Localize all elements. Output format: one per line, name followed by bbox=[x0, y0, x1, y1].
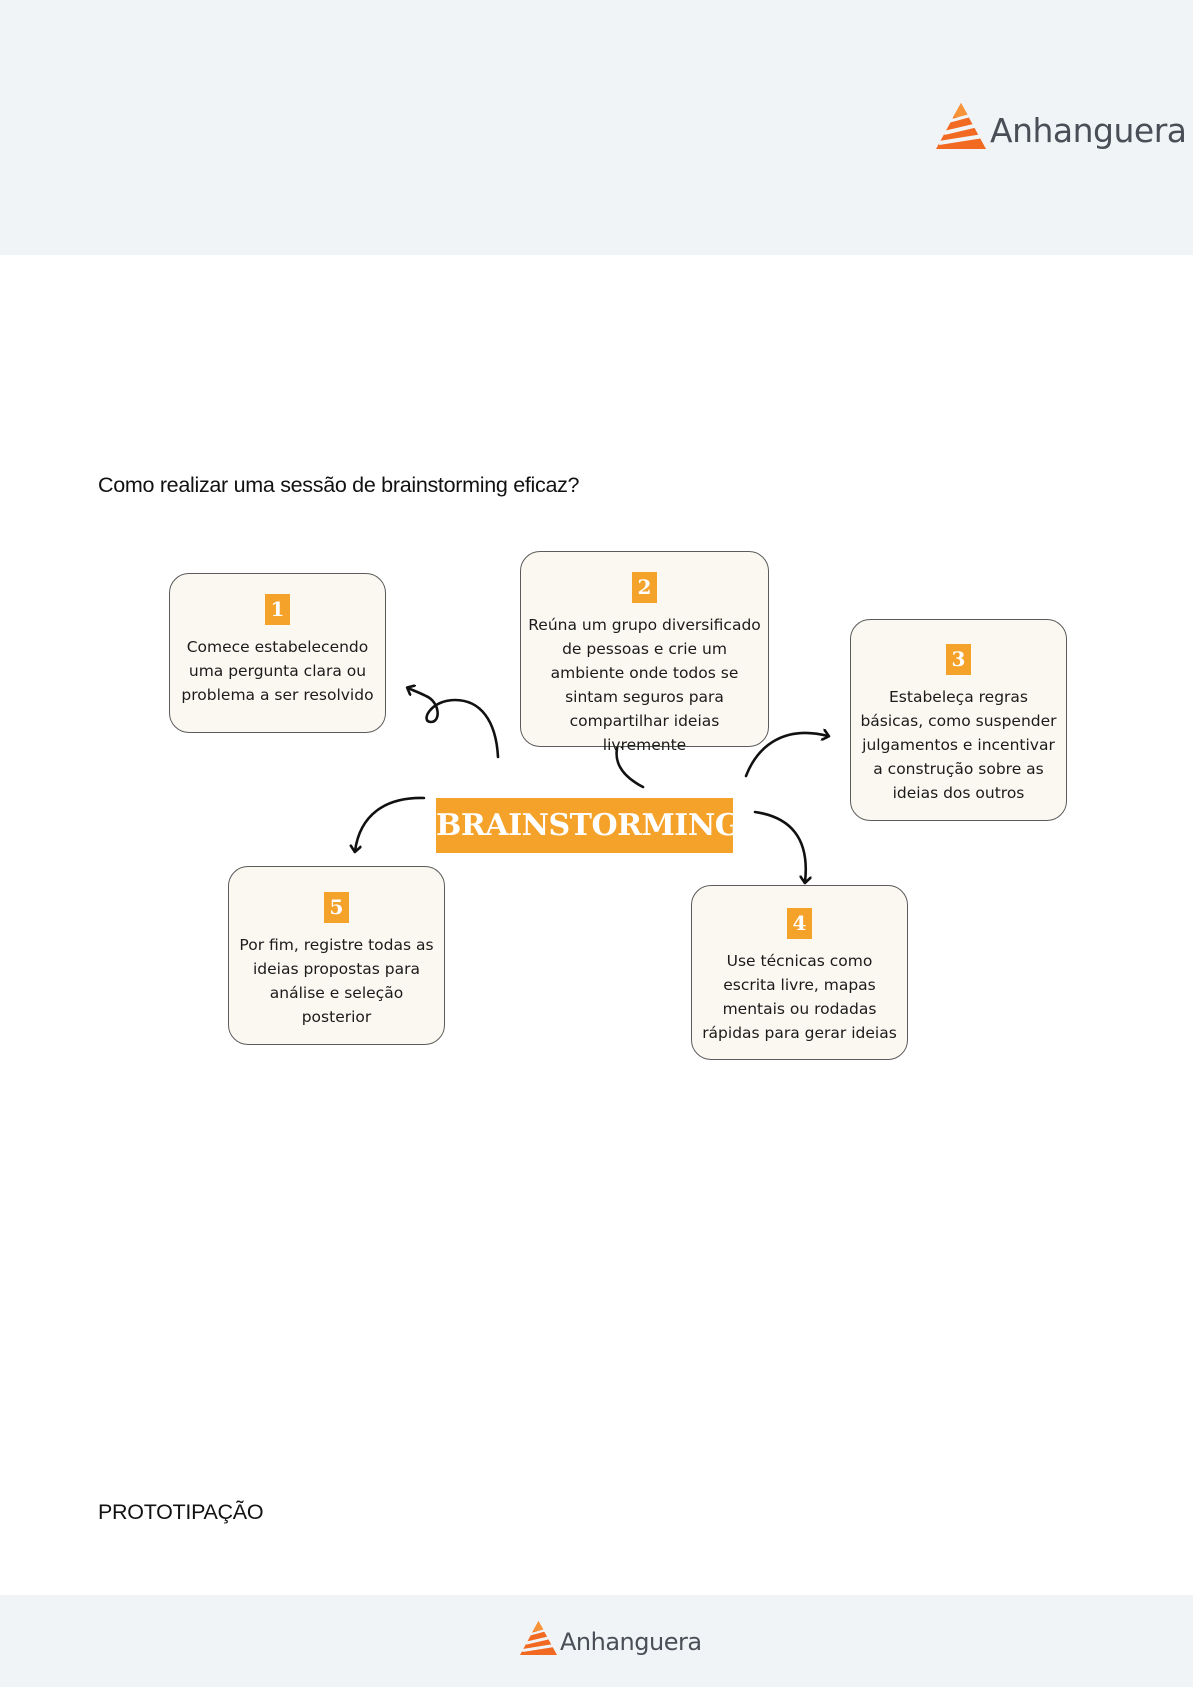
arrow-to-card-5 bbox=[355, 798, 424, 851]
step-card-text: Reúna um grupo diversificado de pessoas e crie um ambiente onde todos se sintam seguros para compartilhar ideias livremente bbox=[528, 616, 761, 754]
section-heading-brainstorming: Como realizar uma sessão de brainstorming eficaz? bbox=[98, 473, 580, 497]
step-card-1 bbox=[169, 573, 386, 733]
page-header bbox=[0, 0, 1193, 255]
step-number-badge: 5 bbox=[324, 892, 349, 923]
step-card-5 bbox=[228, 866, 445, 1045]
step-card-text: Use técnicas como escrita livre, mapas mentais ou rodadas rápidas para gerar ideias bbox=[702, 952, 897, 1042]
brand-wordmark: Anhanguera bbox=[560, 1628, 702, 1656]
brand-wordmark: Anhanguera bbox=[990, 111, 1187, 150]
step-card-3 bbox=[850, 619, 1067, 821]
anhanguera-logo-icon bbox=[936, 103, 986, 149]
footer-brand-logo bbox=[520, 1621, 702, 1655]
brainstorming-center-label: BRAINSTORMING bbox=[436, 798, 733, 853]
step-card-2 bbox=[520, 551, 769, 754]
step-number-badge: 3 bbox=[946, 644, 971, 675]
step-card-4 bbox=[691, 885, 908, 1060]
step-number-badge: 4 bbox=[787, 908, 812, 939]
arrow-to-card-4 bbox=[755, 812, 806, 882]
anhanguera-logo-icon bbox=[520, 1621, 557, 1655]
page-footer bbox=[0, 1595, 1193, 1687]
step-number-badge: 1 bbox=[265, 594, 290, 625]
section-heading-prototyping: PROTOTIPAÇÃO bbox=[98, 1500, 264, 1524]
brand-logo bbox=[936, 103, 1187, 149]
step-card-text: Por fim, registre todas as ideias propostas para análise e seleção posterior bbox=[239, 936, 434, 1026]
step-number-badge: 2 bbox=[632, 572, 657, 603]
step-card-text: Comece estabelecendo uma pergunta clara ou problema a ser resolvido bbox=[181, 638, 374, 704]
step-card-text: Estabeleça regras básicas, como suspender julgamentos e incentivar a construção sobre as ideias dos outros bbox=[860, 688, 1057, 802]
arrow-to-card-1 bbox=[408, 688, 498, 757]
